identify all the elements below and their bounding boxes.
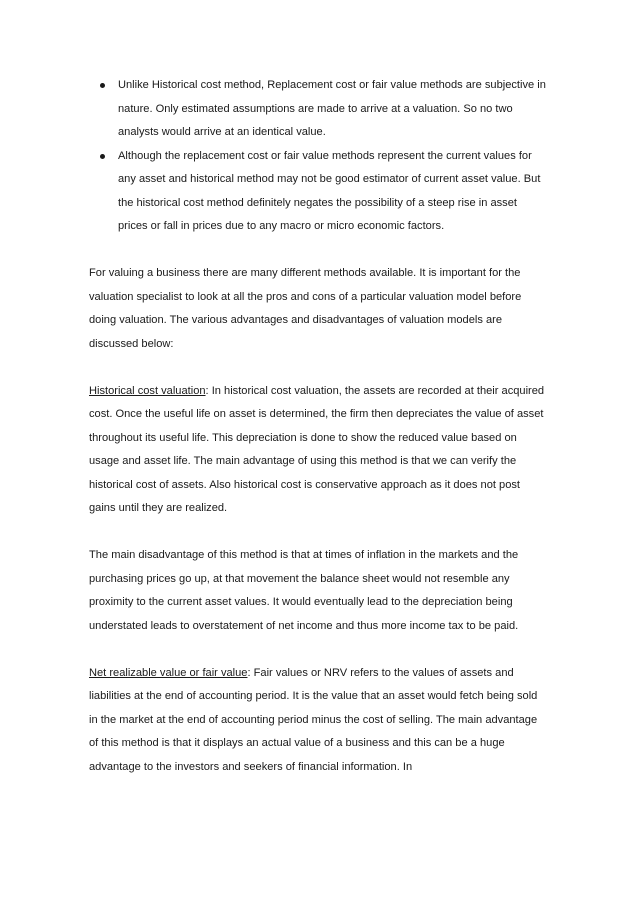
nrv-text: : Fair values or NRV refers to the values of assets and liabilities at the end of accounting period. It is the value that an asset would fetch being sold in the market at the end of accounting period minus the cost of selling. The main advantage of this method is that it displays an actual value of a business and this can be a huge advantage to the investors and seekers of financial information. In (89, 666, 538, 773)
nrv-heading: Net realizable value or fair value (89, 666, 248, 679)
paragraph-spacer (89, 239, 549, 263)
historical-cost-paragraph (89, 380, 549, 521)
intro-paragraph: For valuing a business there are many different methods available. It is important for the valuation specialist to look at all the pros and cons of a particular valuation model before doing valuation. The various advantages and disadvantages of valuation models are discussed below: (89, 267, 522, 350)
disadvantage-paragraph: The main disadvantage of this method is that at times of inflation in the markets and the purchasing prices go up, at that movement the balance sheet would not resemble any proximity to the current asset values. It would eventually lead to the depreciation being understated leads to overstatement of net income and thus more income tax to be paid. (89, 549, 519, 632)
bullet-item (89, 74, 549, 145)
historical-cost-heading: Historical cost valuation (89, 384, 206, 397)
document-body (89, 74, 549, 779)
bullet-list (89, 74, 549, 239)
paragraph-spacer (89, 638, 549, 662)
nrv-paragraph (89, 662, 549, 780)
bullet-text: Although the replacement cost or fair value methods represent the current values for any asset and historical method may not be good estimator of current asset value. But the historical cost method definitely negates the possibility of a steep rise in asset prices or fall in prices due to any macro or micro economic factors. (118, 149, 541, 232)
paragraph-spacer (89, 356, 549, 380)
bullet-icon (100, 83, 105, 88)
historical-cost-text: : In historical cost valuation, the assets are recorded at their acquired cost. Once the useful life on asset is determined, the firm then depreciates the value of asset throughout its useful life. This depreciation is done to show the reduced value based on usage and asset life. The main advantage of using this method is that we can verify the historical cost of assets. Also historical cost is conservative approach as it does not post gains until they are realized. (89, 384, 545, 514)
bullet-icon (100, 154, 105, 159)
paragraph-spacer (89, 521, 549, 545)
bullet-text: Unlike Historical cost method, Replacement cost or fair value methods are subjective in nature. Only estimated assumptions are made to arrive at a valuation. So no two analysts would arrive at an identical value. (118, 79, 546, 138)
bullet-item (89, 145, 549, 239)
